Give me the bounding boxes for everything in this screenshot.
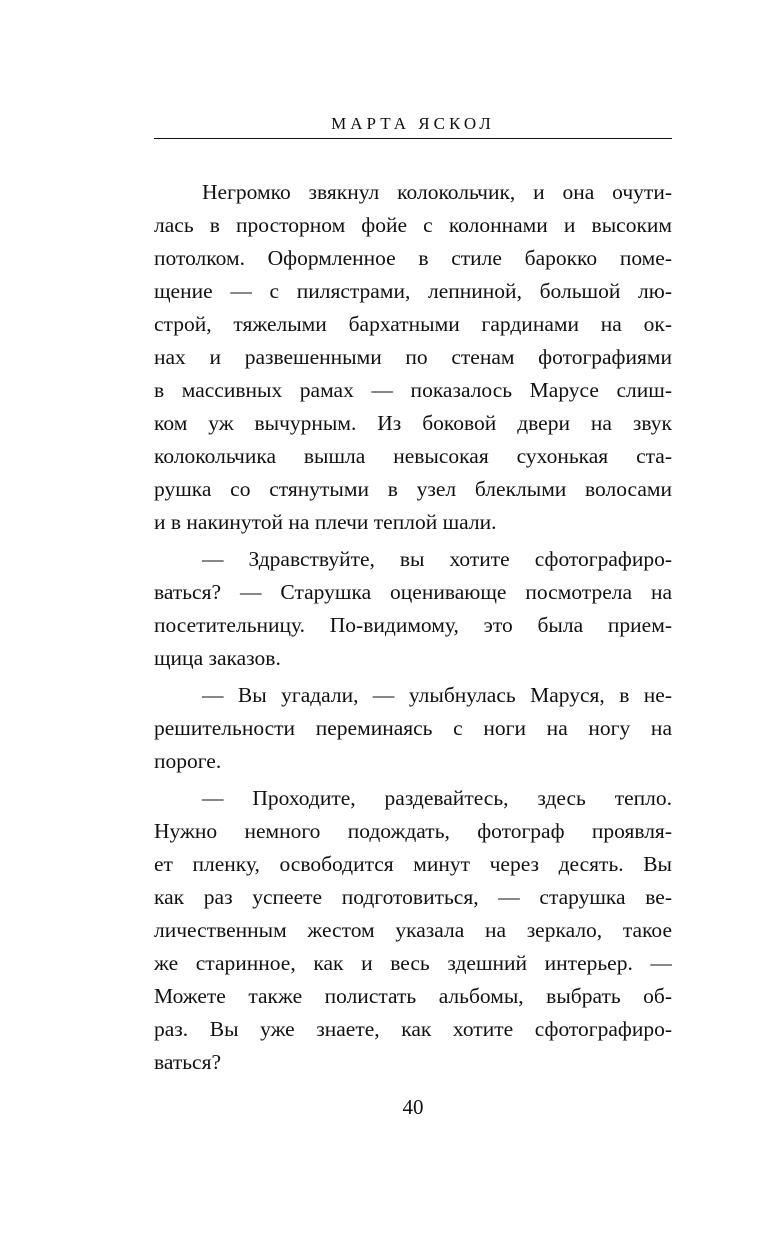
text-line: — Здравствуйте, вы хотите сфотографиро-	[202, 547, 672, 571]
running-head: МАРТА ЯСКОЛ	[331, 114, 495, 133]
text-line: щение — с пилястрами, лепниной, большой лю-	[154, 279, 672, 303]
text-line: Негромко звякнул колокольчик, и она очути-	[202, 180, 672, 204]
text-line: Нужно немного подождать, фотограф проявля-	[154, 819, 672, 843]
text-line: ет пленку, освободится минут через десять. Вы	[154, 852, 672, 876]
text-line: лась в просторном фойе с колоннами и высоким	[154, 213, 672, 237]
page-number: 40	[402, 1095, 424, 1119]
header-rule	[154, 138, 672, 139]
text-line: — Проходите, раздевайтесь, здесь тепло.	[202, 786, 672, 810]
text-line: колокольчика вышла невысокая сухонькая ста-	[154, 444, 672, 468]
text-line: личественным жестом указала на зеркало, такое	[154, 918, 672, 942]
text-line: же старинное, как и весь здешний интерьер. —	[154, 951, 672, 975]
text-line: потолком. Оформленное в стиле барокко поме-	[154, 246, 672, 270]
text-line: в массивных рамах — показалось Марусе слиш-	[154, 378, 672, 402]
text-line: строй, тяжелыми бархатными гардинами на ок-	[154, 312, 672, 336]
text-line: решительности переминаясь с ноги на ногу на	[154, 716, 672, 740]
text-line: пороге.	[154, 749, 222, 773]
text-line: нах и развешенными по стенам фотографиями	[154, 345, 672, 369]
text-line: ваться? — Старушка оценивающе посмотрела на	[154, 580, 672, 604]
text-line: посетительницу. По-видимому, это была прием-	[154, 613, 672, 637]
text-line: как раз успеете подготовиться, — старушка ве-	[154, 885, 672, 909]
paragraph	[154, 782, 672, 1079]
text-line: раз. Вы уже знаете, как хотите сфотографиро-	[154, 1017, 672, 1041]
body-text	[154, 176, 672, 1079]
text-line: и в накинутой на плечи теплой шали.	[154, 510, 497, 534]
text-line: — Вы угадали, — улыбнулась Маруся, в не-	[202, 683, 672, 707]
text-line: щица заказов.	[154, 646, 281, 670]
text-line: ваться?	[154, 1050, 222, 1074]
paragraph	[154, 543, 672, 675]
paragraph	[154, 679, 672, 778]
paragraph	[154, 176, 672, 539]
text-line: рушка со стянутыми в узел блеклыми волосами	[154, 477, 672, 501]
text-line: ком уж вычурным. Из боковой двери на звук	[154, 411, 672, 435]
text-line: Можете также полистать альбомы, выбрать об-	[154, 984, 672, 1008]
